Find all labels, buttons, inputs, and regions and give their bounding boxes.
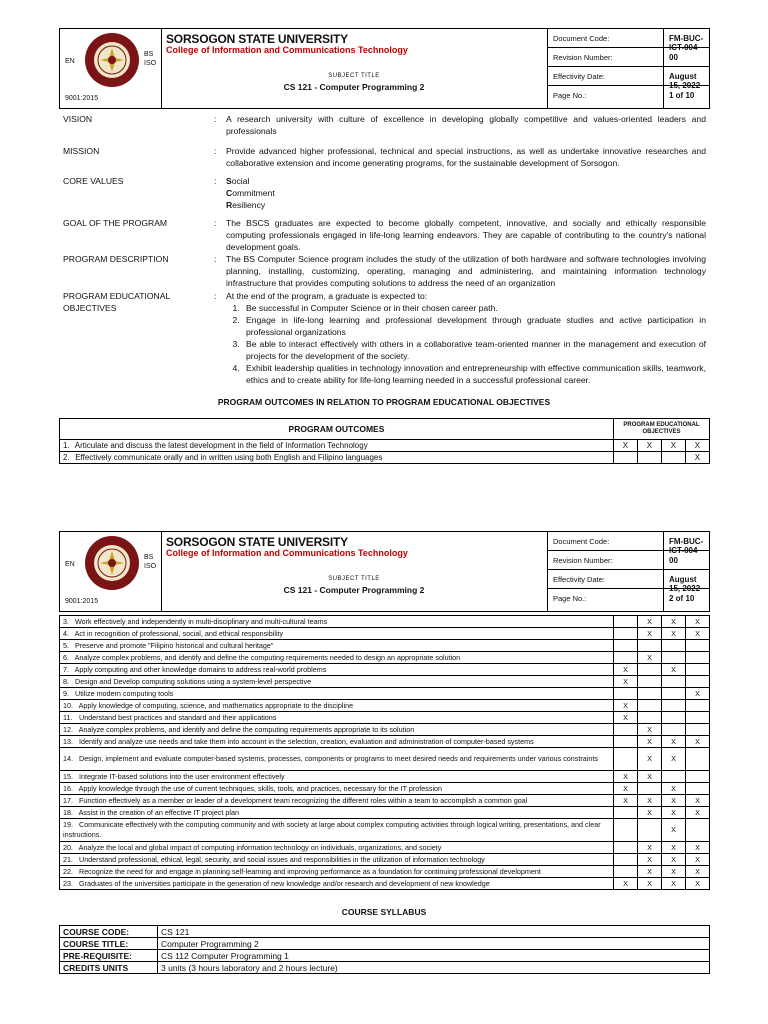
- syllabus-row: [60, 962, 710, 974]
- peo-mark-cell: X: [638, 795, 662, 807]
- revision-row: [547, 48, 709, 67]
- university-cell: [161, 29, 548, 108]
- po-row: [60, 452, 710, 464]
- logo-cell: [60, 532, 162, 611]
- po-number: 15.: [63, 771, 73, 781]
- peo-mark-cell: X: [662, 819, 686, 842]
- revision-label: Revision Number:: [547, 48, 664, 66]
- doc-code-value: FM-BUC-ICT-004: [669, 537, 704, 555]
- peo-mark-cell: [637, 452, 661, 464]
- revision-value: 00: [669, 556, 678, 565]
- peo-mark-cell: X: [614, 783, 638, 795]
- subject-title: CS 121 - Computer Programming 2: [283, 585, 425, 595]
- po-section-title: PROGRAM OUTCOMES IN RELATION TO PROGRAM EDUCATIONAL OBJECTIVES: [217, 397, 551, 407]
- po-number: 6.: [63, 652, 69, 662]
- peo-mark-cell: X: [638, 771, 662, 783]
- peo-mark-cell: [614, 866, 638, 878]
- syllabus-key: COURSE CODE:: [60, 926, 158, 938]
- po-number: 8.: [63, 676, 69, 686]
- peo-mark-cell: X: [614, 771, 638, 783]
- po-outcome-cell: [60, 664, 614, 676]
- peo-mark-cell: X: [686, 842, 710, 854]
- colon: :: [214, 254, 217, 264]
- peo-mark-cell: X: [685, 440, 709, 452]
- po-text: Assist in the creation of an effective IT project plan: [77, 807, 239, 817]
- subject-title-label: SUBJECT TITLE: [328, 73, 380, 79]
- bs-iso-label: [144, 50, 156, 68]
- peo-col-header: PROGRAM EDUCATIONAL OBJECTIVES: [613, 419, 709, 440]
- peo-mark-cell: X: [686, 688, 710, 700]
- peo-mark-cell: [686, 712, 710, 724]
- peo-mark-cell: X: [638, 878, 662, 890]
- peo-mark-cell: X: [638, 842, 662, 854]
- po-number: 17.: [63, 795, 73, 805]
- po-number: 18.: [63, 807, 73, 817]
- page-label: Page No.:: [547, 589, 664, 611]
- po-outcome-cell: [60, 795, 614, 807]
- po-row: [60, 688, 710, 700]
- vision-label: VISION: [63, 114, 93, 124]
- po-number: 14.: [63, 754, 73, 763]
- peo-label-line: PROGRAM EDUCATIONAL: [63, 291, 171, 301]
- peo-intro: At the end of the program, a graduate is expected to:: [226, 291, 428, 301]
- syllabus-row: [60, 938, 710, 950]
- peo-mark-cell: [662, 652, 686, 664]
- peo-mark-cell: [686, 724, 710, 736]
- peo-mark-cell: X: [686, 616, 710, 628]
- peo-mark-cell: X: [637, 440, 661, 452]
- program-outcomes-table-page-2: [59, 615, 710, 890]
- po-outcome-cell: [60, 866, 614, 878]
- po-number: 13.: [63, 736, 73, 746]
- goal-text: The BSCS graduates are expected to become globally competent, innovative, and socially and ethically responsible computing professionals engaged in life-long learning endeavors. They are capable of contributing to the country's national development goals.: [226, 218, 706, 252]
- peo-mark-cell: [686, 664, 710, 676]
- po-row: [60, 783, 710, 795]
- peo-mark-cell: [686, 676, 710, 688]
- revision-label: Revision Number:: [547, 551, 664, 569]
- po-row: [60, 878, 710, 890]
- po-row: [60, 771, 710, 783]
- peo-mark-cell: [614, 819, 638, 842]
- core-values-list: [226, 175, 706, 211]
- peo-mark-cell: [614, 842, 638, 854]
- syllabus-key: PRE-REQUISITE:: [60, 950, 158, 962]
- peo-mark-cell: [638, 676, 662, 688]
- po-number: 4.: [63, 628, 69, 638]
- core-value: Social: [226, 176, 250, 186]
- doc-code-label: Document Code:: [547, 29, 664, 47]
- po-outcome-cell: [60, 700, 614, 712]
- en-label: EN: [65, 561, 75, 568]
- peo-mark-cell: X: [662, 854, 686, 866]
- peo-mark-cell: X: [662, 783, 686, 795]
- syllabus-key: CREDITS UNITS: [60, 962, 158, 974]
- peo-mark-cell: [614, 807, 638, 819]
- core-value: Resiliency: [226, 200, 266, 210]
- po-row: [60, 866, 710, 878]
- document-meta: [547, 532, 709, 611]
- peo-mark-cell: [638, 819, 662, 842]
- iso-year: 9001:2015: [65, 598, 99, 605]
- peo-mark-cell: [662, 676, 686, 688]
- po-row: [60, 795, 710, 807]
- peo-mark-cell: [614, 640, 638, 652]
- effectivity-value: August 15, 2022: [669, 575, 701, 593]
- po-number: 7.: [63, 664, 69, 674]
- peo-mark-cell: [614, 724, 638, 736]
- peo-mark-cell: [614, 854, 638, 866]
- page-row: [547, 86, 709, 108]
- peo-mark-cell: X: [661, 440, 685, 452]
- document-header-page-2: [59, 531, 710, 612]
- peo-mark-cell: [638, 664, 662, 676]
- effectivity-label: Effectivity Date:: [547, 570, 664, 588]
- po-outcome-cell: [60, 724, 614, 736]
- document-meta: [547, 29, 709, 108]
- po-row: [60, 616, 710, 628]
- po-number: 21.: [63, 854, 73, 864]
- po-row: [60, 819, 710, 842]
- po-outcome-cell: [60, 452, 614, 464]
- peo-mark-cell: X: [686, 795, 710, 807]
- subject-title-label: SUBJECT TITLE: [328, 576, 380, 582]
- peo-mark-cell: X: [686, 854, 710, 866]
- peo-mark-cell: X: [638, 616, 662, 628]
- po-outcome-cell: [60, 736, 614, 748]
- po-number: 23.: [63, 878, 73, 888]
- colon: :: [214, 114, 217, 124]
- university-name: SORSOGON STATE UNIVERSITY: [166, 535, 348, 549]
- po-text: Graduates of the universities participate in the generation of new knowledge and/or research and development of new knowledge: [77, 878, 490, 888]
- peo-mark-cell: [686, 783, 710, 795]
- effectivity-value: August 15, 2022: [669, 72, 701, 90]
- peo-mark-cell: X: [662, 878, 686, 890]
- po-number: 10.: [63, 700, 73, 710]
- peo-mark-cell: X: [614, 878, 638, 890]
- peo-mark-cell: [614, 748, 638, 771]
- po-number: 1.: [63, 440, 70, 450]
- po-text: Analyze complex problems, and identify and define the computing requirements needed to design an appropriate solution: [73, 652, 461, 662]
- peo-mark-cell: [614, 736, 638, 748]
- peo-mark-cell: [638, 783, 662, 795]
- peo-mark-cell: X: [638, 854, 662, 866]
- peo-mark-cell: X: [686, 878, 710, 890]
- college-name: College of Information and Communications Technology: [166, 548, 408, 558]
- po-number: 22.: [63, 866, 73, 876]
- peo-mark-cell: [662, 688, 686, 700]
- document-header-page-1: [59, 28, 710, 109]
- core-values-label: CORE VALUES: [63, 176, 124, 186]
- peo-list: [226, 302, 706, 386]
- peo-mark-cell: [662, 700, 686, 712]
- po-text: Analyze complex problems, and identify and define the computing requirements appropriate to its solution: [77, 724, 415, 734]
- revision-value: 00: [669, 53, 678, 62]
- bs-text: BS: [144, 51, 154, 58]
- peo-item: 1. Be successful in Computer Science or in their chosen career path.: [242, 302, 706, 314]
- syllabus-key: COURSE TITLE:: [60, 938, 158, 950]
- peo-label-line: OBJECTIVES: [63, 303, 117, 313]
- po-row: [60, 700, 710, 712]
- peo-mark-cell: [662, 640, 686, 652]
- goal-label: GOAL OF THE PROGRAM: [63, 218, 168, 228]
- peo-mark-cell: X: [686, 807, 710, 819]
- peo-mark-cell: X: [638, 866, 662, 878]
- syllabus-value: CS 121: [158, 926, 710, 938]
- po-row: [60, 664, 710, 676]
- po-outcome-cell: [60, 807, 614, 819]
- syllabus-value: Computer Programming 2: [158, 938, 710, 950]
- po-text: Apply computing and other knowledge domains to address real-world problems: [73, 664, 327, 674]
- po-text: Apply knowledge of computing, science, and mathematics appropriate to the discipline: [77, 700, 354, 710]
- po-text: Analyze the local and global impact of computing information technology on individuals, organizations, and society: [77, 842, 442, 852]
- peo-mark-cell: X: [613, 440, 637, 452]
- po-outcome-cell: [60, 440, 614, 452]
- doc-code-row: [547, 29, 709, 52]
- page-value: 1 of 10: [669, 91, 695, 100]
- revision-row: [547, 551, 709, 570]
- peo-mark-cell: X: [638, 724, 662, 736]
- peo-mark-cell: [638, 640, 662, 652]
- peo-mark-cell: [686, 771, 710, 783]
- po-number: 16.: [63, 783, 73, 793]
- peo-mark-cell: X: [614, 676, 638, 688]
- university-name: SORSOGON STATE UNIVERSITY: [166, 32, 348, 46]
- course-syllabus-table: [59, 925, 710, 974]
- peo-mark-cell: X: [662, 664, 686, 676]
- effectivity-label: Effectivity Date:: [547, 67, 664, 85]
- po-outcome-cell: [60, 712, 614, 724]
- po-outcome-cell: [60, 783, 614, 795]
- colon: :: [214, 291, 217, 301]
- po-row: [60, 676, 710, 688]
- po-number: 11.: [63, 712, 73, 722]
- peo-mark-cell: X: [686, 866, 710, 878]
- doc-code-value: FM-BUC-ICT-004: [669, 34, 704, 52]
- po-row: [60, 724, 710, 736]
- program-description-text: The BS Computer Science program includes the study of the utilization of both hardware and software technologies involving planning, installing, customizing, operating, managing and administering, and maintaining information technology infrastructure that provides computing solutions to address the need of an organization: [226, 254, 706, 288]
- syllabus-value: CS 112 Computer Programming 1: [158, 950, 710, 962]
- peo-mark-cell: X: [686, 628, 710, 640]
- mission-label: MISSION: [63, 146, 100, 156]
- syllabus-value: 3 units (3 hours laboratory and 2 hours lecture): [158, 962, 710, 974]
- peo-mark-cell: [638, 688, 662, 700]
- peo-mark-cell: [614, 688, 638, 700]
- peo-mark-cell: X: [614, 712, 638, 724]
- page-row: [547, 589, 709, 611]
- po-text: Recognize the need for and engage in planning self-learning and improving performance as a foundation for continuing professional development: [77, 866, 541, 876]
- po-row: [60, 652, 710, 664]
- po-row: [60, 807, 710, 819]
- university-seal-icon: [84, 32, 140, 88]
- bs-iso-label: [144, 553, 156, 571]
- po-text: Articulate and discuss the latest development in the field of Information Technology: [73, 440, 368, 450]
- peo-mark-cell: X: [638, 628, 662, 640]
- peo-item: 4. Exhibit leadership qualities in technology innovation and entrepreneurship with effective communication skills, teamwork, ethics and to create ability for life-long learning needed in a successful professional career.: [242, 362, 706, 386]
- peo-mark-cell: [662, 712, 686, 724]
- po-row: [60, 748, 710, 771]
- po-outcome-cell: [60, 628, 614, 640]
- po-outcome-cell: [60, 819, 614, 842]
- peo-mark-cell: X: [638, 652, 662, 664]
- po-outcome-cell: [60, 748, 614, 771]
- po-outcome-cell: [60, 842, 614, 854]
- peo-mark-cell: [638, 700, 662, 712]
- university-cell: [161, 532, 548, 611]
- peo-mark-cell: X: [638, 748, 662, 771]
- peo-mark-cell: X: [662, 807, 686, 819]
- bs-text: BS: [144, 554, 154, 561]
- doc-code-label: Document Code:: [547, 532, 664, 550]
- peo-mark-cell: X: [686, 736, 710, 748]
- peo-mark-cell: [661, 452, 685, 464]
- peo-mark-cell: X: [614, 664, 638, 676]
- po-outcome-cell: [60, 688, 614, 700]
- vision-text: A research university with culture of excellence in developing globally competitive and values-oriented leaders and professionals: [226, 114, 706, 136]
- colon: :: [214, 146, 217, 156]
- subject-title: CS 121 - Computer Programming 2: [283, 82, 425, 92]
- po-col-header: PROGRAM OUTCOMES: [60, 419, 614, 440]
- po-outcome-cell: [60, 640, 614, 652]
- po-outcome-cell: [60, 878, 614, 890]
- peo-mark-cell: [662, 771, 686, 783]
- peo-label: [63, 290, 203, 314]
- peo-mark-cell: X: [662, 866, 686, 878]
- po-text: Communicate effectively with the computing community and with society at large about complex computing activities through logical writing, presentations, and clear instructions.: [63, 820, 601, 839]
- peo-item: 3. Be able to interact effectively with others in a collaborative team-oriented manner in the management and execution of projects for the development of the society.: [242, 338, 706, 362]
- peo-mark-cell: [638, 712, 662, 724]
- po-row: [60, 440, 710, 452]
- peo-mark-cell: [686, 652, 710, 664]
- po-text: Understand professional, ethical, legal, security, and social issues and responsibilities in the utilization of information technology: [77, 854, 485, 864]
- po-row: [60, 842, 710, 854]
- peo-mark-cell: X: [614, 700, 638, 712]
- po-outcome-cell: [60, 676, 614, 688]
- po-outcome-cell: [60, 616, 614, 628]
- college-name: College of Information and Communications Technology: [166, 45, 408, 55]
- po-number: 20.: [63, 842, 73, 852]
- peo-mark-cell: [614, 628, 638, 640]
- po-outcome-cell: [60, 652, 614, 664]
- iso-year: 9001:2015: [65, 95, 99, 102]
- po-row: [60, 628, 710, 640]
- po-row: [60, 854, 710, 866]
- effectivity-row: [547, 67, 709, 90]
- peo-mark-cell: X: [662, 842, 686, 854]
- peo-mark-cell: [662, 724, 686, 736]
- peo-mark-cell: X: [614, 795, 638, 807]
- peo-mark-cell: [613, 452, 637, 464]
- colon: :: [214, 218, 217, 228]
- syllabus-row: [60, 950, 710, 962]
- course-syllabus-title: COURSE SYLLABUS: [341, 907, 427, 917]
- peo-mark-cell: [686, 819, 710, 842]
- po-number: 9.: [63, 688, 69, 698]
- po-number: 5.: [63, 640, 69, 650]
- iso-text: ISO: [144, 563, 157, 570]
- page-label: Page No.:: [547, 86, 664, 108]
- po-text: Work effectively and independently in multi-disciplinary and multi-cultural teams: [73, 616, 328, 626]
- doc-code-row: [547, 532, 709, 555]
- po-table-header-row: [60, 419, 710, 440]
- core-value: Commitment: [226, 188, 275, 198]
- po-row: [60, 736, 710, 748]
- peo-mark-cell: [686, 748, 710, 771]
- peo-mark-cell: [614, 616, 638, 628]
- peo-mark-cell: X: [685, 452, 709, 464]
- mission-text: Provide advanced higher professional, technical and special instructions, as well as undertake innovative researches and collaborative extension and income generating programs, for the sustainable development of Sorsogon.: [226, 146, 706, 168]
- po-text: Act in recognition of professional, social, and ethical responsibility: [73, 628, 284, 638]
- peo-mark-cell: X: [662, 616, 686, 628]
- po-text: Understand best practices and standard and their applications: [77, 712, 277, 722]
- university-seal-icon: [84, 535, 140, 591]
- colon: :: [214, 176, 217, 186]
- po-outcome-cell: [60, 771, 614, 783]
- po-text: Integrate IT-based solutions into the user environment effectively: [77, 771, 285, 781]
- po-number: 12.: [63, 724, 73, 734]
- iso-text: ISO: [144, 60, 157, 67]
- peo-mark-cell: X: [638, 736, 662, 748]
- po-text: Utilize modern computing tools: [73, 688, 174, 698]
- peo-mark-cell: [614, 652, 638, 664]
- page-value: 2 of 10: [669, 594, 695, 603]
- peo-mark-cell: [686, 700, 710, 712]
- program-outcomes-table-page-1: [59, 418, 710, 464]
- peo-mark-cell: X: [662, 628, 686, 640]
- peo-mark-cell: X: [662, 736, 686, 748]
- logo-cell: [60, 29, 162, 108]
- en-label: EN: [65, 58, 75, 65]
- po-number: 3.: [63, 616, 69, 626]
- peo-mark-cell: X: [638, 807, 662, 819]
- po-text: Preserve and promote "Filipino historical and cultural heritage": [73, 640, 274, 650]
- effectivity-row: [547, 570, 709, 593]
- peo-mark-cell: [686, 640, 710, 652]
- syllabus-row: [60, 926, 710, 938]
- po-text: Apply knowledge through the use of current techniques, skills, tools, and practices, necessary for the IT profession: [77, 783, 443, 793]
- po-outcome-cell: [60, 854, 614, 866]
- peo-content: [226, 290, 706, 386]
- po-text: Function effectively as a member or leader of a development team recognizing the different roles within a team to accomplish a common goal: [77, 795, 528, 805]
- po-text: Design, implement and evaluate computer-based systems, processes, components or programs to meet desired needs and requirements under various constraints: [77, 754, 598, 763]
- program-description-label: PROGRAM DESCRIPTION: [63, 254, 169, 264]
- po-text: Design and Develop computing solutions using a system-level perspective: [73, 676, 312, 686]
- po-row: [60, 640, 710, 652]
- po-number: 2.: [63, 452, 70, 462]
- po-number: 19.: [63, 820, 73, 829]
- peo-mark-cell: X: [662, 748, 686, 771]
- po-text: Identify and analyze use needs and take them into account in the selection, creation, evaluation and administration of computer-based systems: [77, 736, 534, 746]
- peo-mark-cell: X: [662, 795, 686, 807]
- po-row: [60, 712, 710, 724]
- peo-item: 2. Engage in life-long learning and professional development through graduate studies and active participation in professional organizations: [242, 314, 706, 338]
- po-text: Effectively communicate orally and in written using both English and Filipino languages: [73, 452, 383, 462]
